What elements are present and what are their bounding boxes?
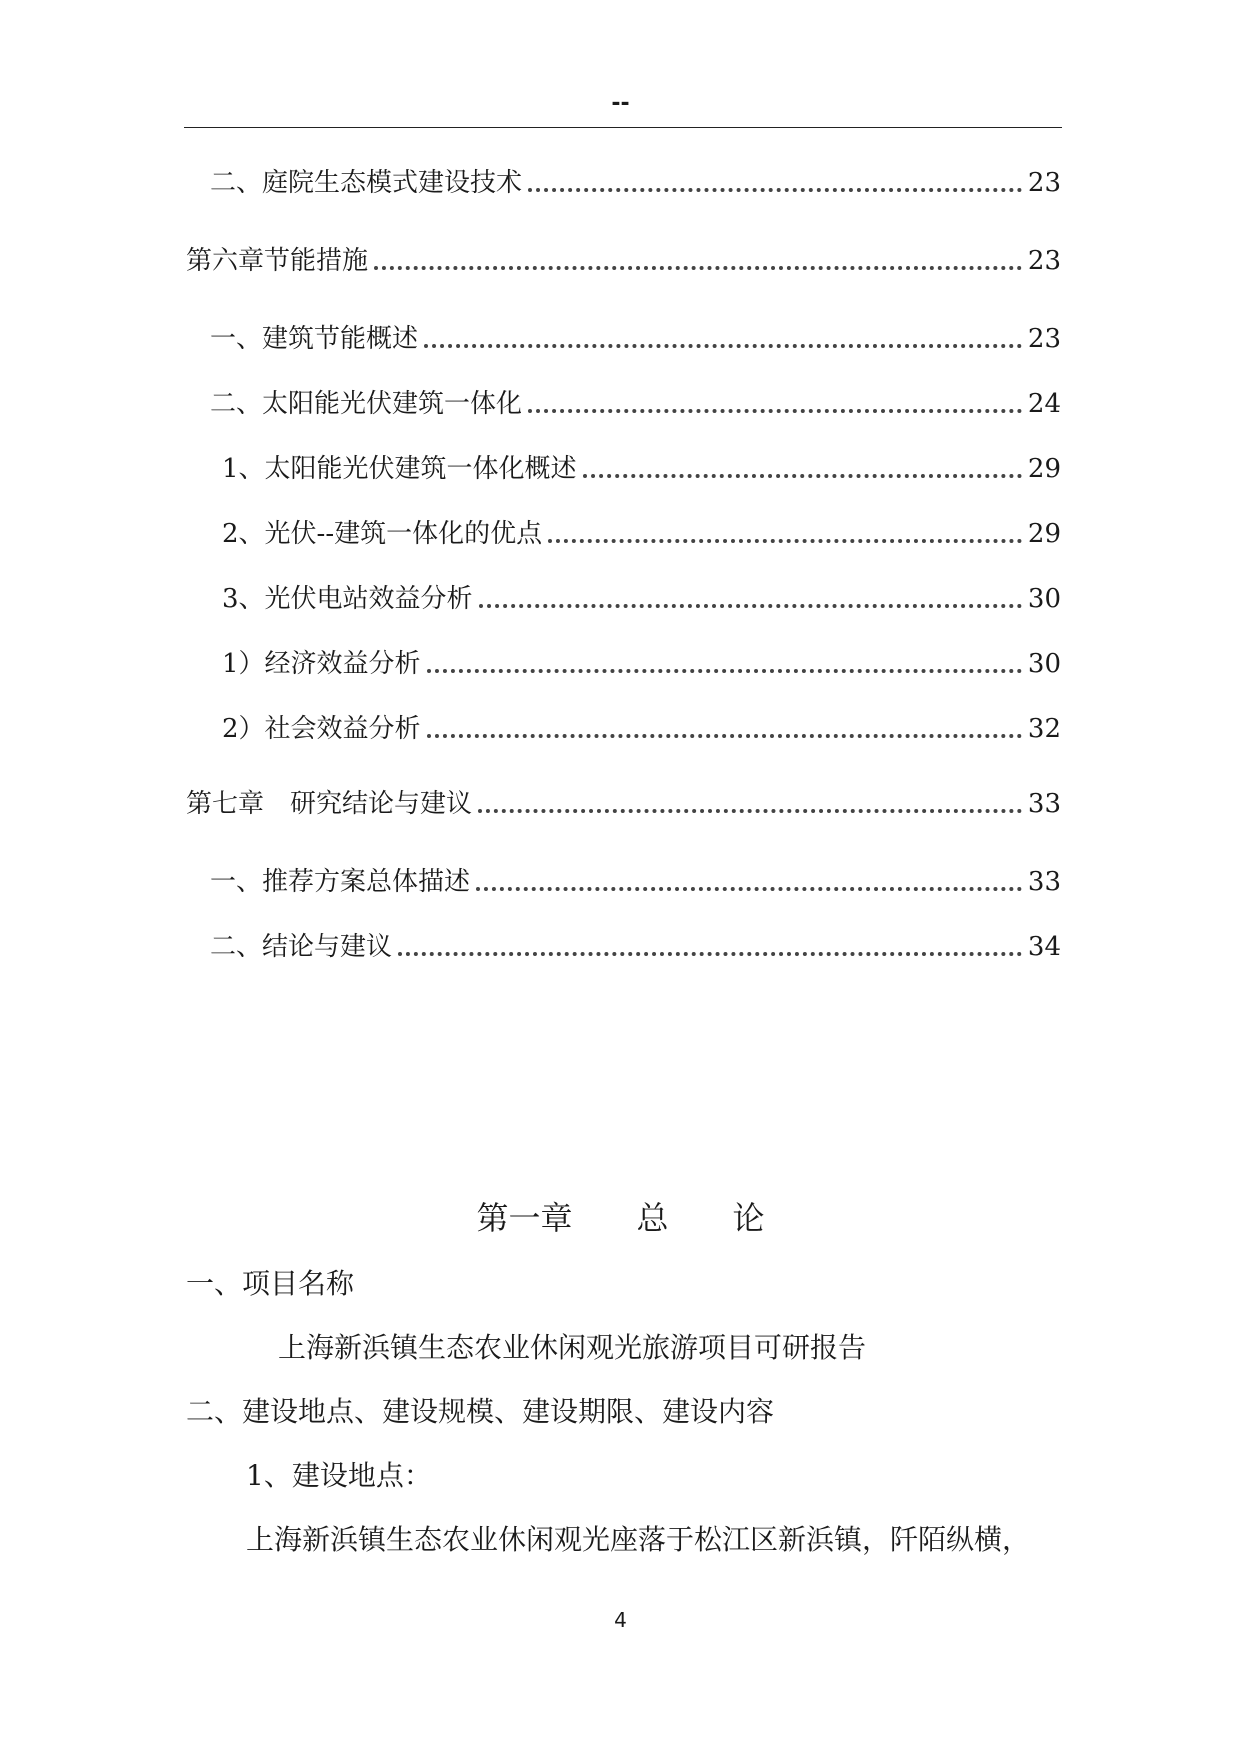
toc-dot-leader [548,539,1022,543]
toc-entry-page: 23 [1027,246,1061,276]
toc-dot-leader [424,344,1022,348]
body-paragraph: 上海新浜镇生态农业休闲观光座落于松江区新浜镇，阡陌纵横， [246,1523,1031,1556]
toc-entry-title: 第六章节能措施 [186,246,369,276]
toc-entry[interactable] [222,712,1061,746]
toc-entry-page: 29 [1027,454,1061,484]
toc-dot-leader [427,669,1022,673]
toc-entry-page: 29 [1027,519,1061,549]
toc-entry[interactable] [186,787,1061,821]
toc-entry-page: 24 [1027,389,1061,419]
toc-entry-page: 32 [1027,714,1061,744]
toc-entry-title: 1）经济效益分析 [222,649,421,679]
toc-entry-title: 2）社会效益分析 [222,714,421,744]
toc-entry[interactable] [210,166,1061,200]
toc-entry-title: 二、结论与建议 [210,932,393,962]
toc-dot-leader [374,266,1022,270]
toc-entry-title: 2、光伏--建筑一体化的优点 [222,519,543,549]
toc-entry-title: 二、庭院生态模式建设技术 [210,168,523,198]
subsection-heading: 1、建设地点： [246,1459,432,1492]
page-number: 4 [614,1608,627,1632]
toc-entry[interactable] [210,865,1061,899]
toc-entry-title: 二、太阳能光伏建筑一体化 [210,389,523,419]
toc-entry-title: 3、光伏电站效益分析 [222,584,473,614]
toc-dot-leader [479,604,1022,608]
toc-entry[interactable] [222,582,1061,616]
toc-entry-title: 第七章 研究结论与建议 [186,789,473,819]
toc-dot-leader [528,409,1022,413]
toc-entry[interactable] [210,387,1061,421]
toc-entry-title: 一、推荐方案总体描述 [210,867,471,897]
toc-dot-leader [478,809,1022,813]
header-mark: -- [611,91,630,116]
chapter-heading: 第一章 总 论 [476,1199,765,1237]
toc-entry-page: 23 [1027,168,1061,198]
toc-entry-title: 1、太阳能光伏建筑一体化概述 [222,454,577,484]
toc-entry[interactable] [186,244,1061,278]
toc-entry[interactable] [210,322,1061,356]
section-heading: 二、建设地点、建设规模、建设期限、建设内容 [186,1395,775,1428]
toc-entry-page: 30 [1027,649,1061,679]
toc-entry[interactable] [222,647,1061,681]
project-name: 上海新浜镇生态农业休闲观光旅游项目可研报告 [278,1331,867,1364]
toc-dot-leader [476,887,1022,891]
toc-entry[interactable] [222,517,1061,551]
toc-entry-page: 33 [1027,789,1061,819]
toc-dot-leader [528,188,1022,192]
toc-dot-leader [427,734,1022,738]
toc-entry-page: 23 [1027,324,1061,354]
toc-entry-page: 30 [1027,584,1061,614]
toc-entry[interactable] [210,930,1061,964]
toc-entry-page: 34 [1027,932,1061,962]
toc-entry[interactable] [222,452,1061,486]
toc-entry-page: 33 [1027,867,1061,897]
toc-entry-title: 一、建筑节能概述 [210,324,419,354]
header-rule [184,127,1062,128]
toc-dot-leader [398,952,1022,956]
toc-dot-leader [583,474,1022,478]
section-heading: 一、项目名称 [186,1267,355,1300]
